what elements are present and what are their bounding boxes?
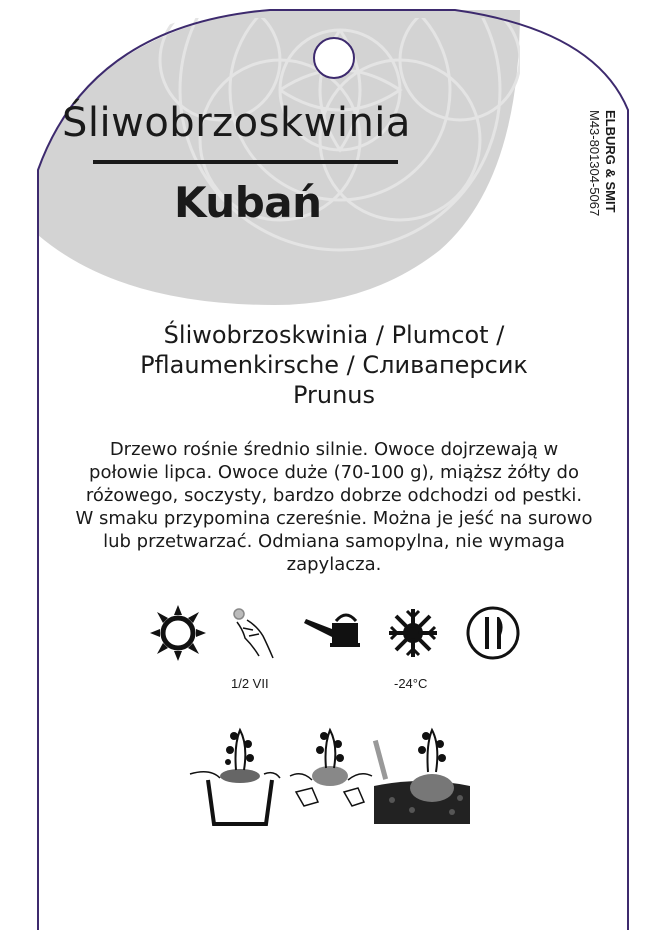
watering-can-icon: [304, 615, 360, 647]
hardiness-label: -24°C: [394, 676, 428, 691]
brand-name: ELBURG & SMIT: [603, 110, 618, 213]
description-line: lub przetwarzać. Odmiana samopylna, nie wymaga: [103, 531, 565, 552]
description-line: zapylacza.: [286, 554, 382, 575]
frost-icon: [389, 609, 437, 657]
product-code: M43-801304-5067: [587, 110, 602, 217]
remove-pot-icon: [190, 730, 280, 824]
plant-in-soil-icon: [373, 730, 470, 824]
description-line: połowie lipca. Owoce duże (70-100 g), miąższ żółty do: [89, 462, 579, 483]
description: [50, 438, 618, 576]
edible-icon: [468, 608, 518, 658]
harvest-time-label: 1/2 VII: [231, 676, 269, 691]
hang-hole: [314, 38, 354, 78]
harvest-hand-icon: [234, 609, 273, 658]
common-name-line: Śliwobrzoskwinia / Plumcot /: [163, 321, 505, 349]
description-line: różowego, soczysty, bardzo dobrze odchodzi od pestki.: [85, 485, 583, 506]
brand-vertical: [578, 110, 618, 250]
loosen-roots-icon: [290, 730, 372, 806]
description-line: Drzewo rośnie średnio silnie. Owoce dojrzewają w: [109, 439, 559, 460]
common-names: [60, 320, 608, 410]
variety-name: Kubań: [174, 178, 322, 227]
title-divider: [93, 160, 398, 164]
ornament-background: [38, 0, 520, 305]
species-title: Śliwobrzoskwinia: [62, 100, 411, 146]
common-name-line: Prunus: [292, 381, 376, 409]
sun-icon: [150, 605, 206, 661]
common-name-line: Pflaumenkirsche / Сливаперсик: [140, 351, 528, 379]
description-line: W smaku przypomina czereśnie. Można je jeść na surowo: [75, 508, 593, 529]
